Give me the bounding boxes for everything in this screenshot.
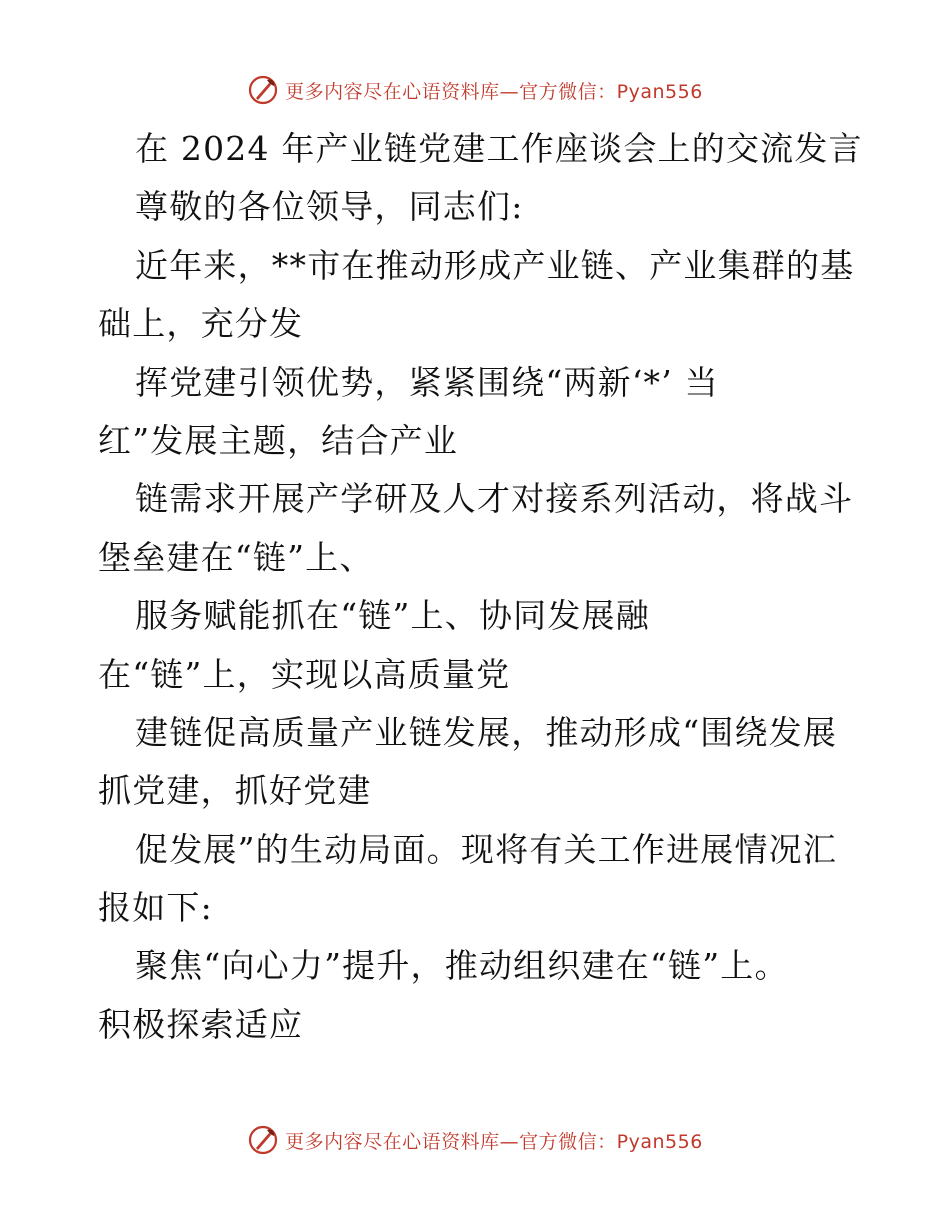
footer-watermark xyxy=(0,1120,950,1160)
paragraph-line: 聚焦“向心力”提升，推动组织建在“链”上。 xyxy=(135,946,789,986)
paragraph-line: 报如下: xyxy=(98,888,213,928)
paragraph-line: 链需求开展产学研及人才对接系列活动，将战斗 xyxy=(135,479,854,519)
quill-pen-circle-logo-icon xyxy=(247,74,279,106)
paragraph-line: 堡垒建在“链”上、 xyxy=(98,537,374,577)
paragraph-line: 近年来，**市在推动形成产业链、产业集群的基 xyxy=(135,245,855,285)
header-watermark xyxy=(0,70,950,110)
paragraph-line: 促发展”的生动局面。现将有关工作进展情况汇 xyxy=(135,829,838,869)
paragraph-line: 红”发展主题，结合产业 xyxy=(98,420,459,460)
paragraph-line: 础上，充分发 xyxy=(98,304,304,344)
paragraph-line: 建链促高质量产业链发展，推动形成“围绕发展 xyxy=(135,712,838,752)
paragraph-line: 挥党建引领优势，紧紧围绕“两新‘*’ 当 xyxy=(135,362,719,402)
document-title: 在 2024 年产业链党建工作座谈会上的交流发言 xyxy=(135,129,863,168)
document-body xyxy=(98,120,868,1054)
paragraph-line: 积极探索适应 xyxy=(98,1004,304,1044)
paragraph-line: 在“链”上，实现以高质量党 xyxy=(98,654,511,694)
watermark-text: 更多内容尽在心语资料库—官方微信：Pyan556 xyxy=(285,80,703,103)
paragraph-line: 抓党建，抓好党建 xyxy=(98,771,372,811)
paragraph-line: 服务赋能抓在“链”上、协同发展融 xyxy=(135,596,650,636)
salutation: 尊敬的各位领导，同志们: xyxy=(135,187,524,227)
quill-pen-circle-logo-icon xyxy=(247,1124,279,1156)
watermark-text: 更多内容尽在心语资料库—官方微信：Pyan556 xyxy=(285,1130,703,1153)
